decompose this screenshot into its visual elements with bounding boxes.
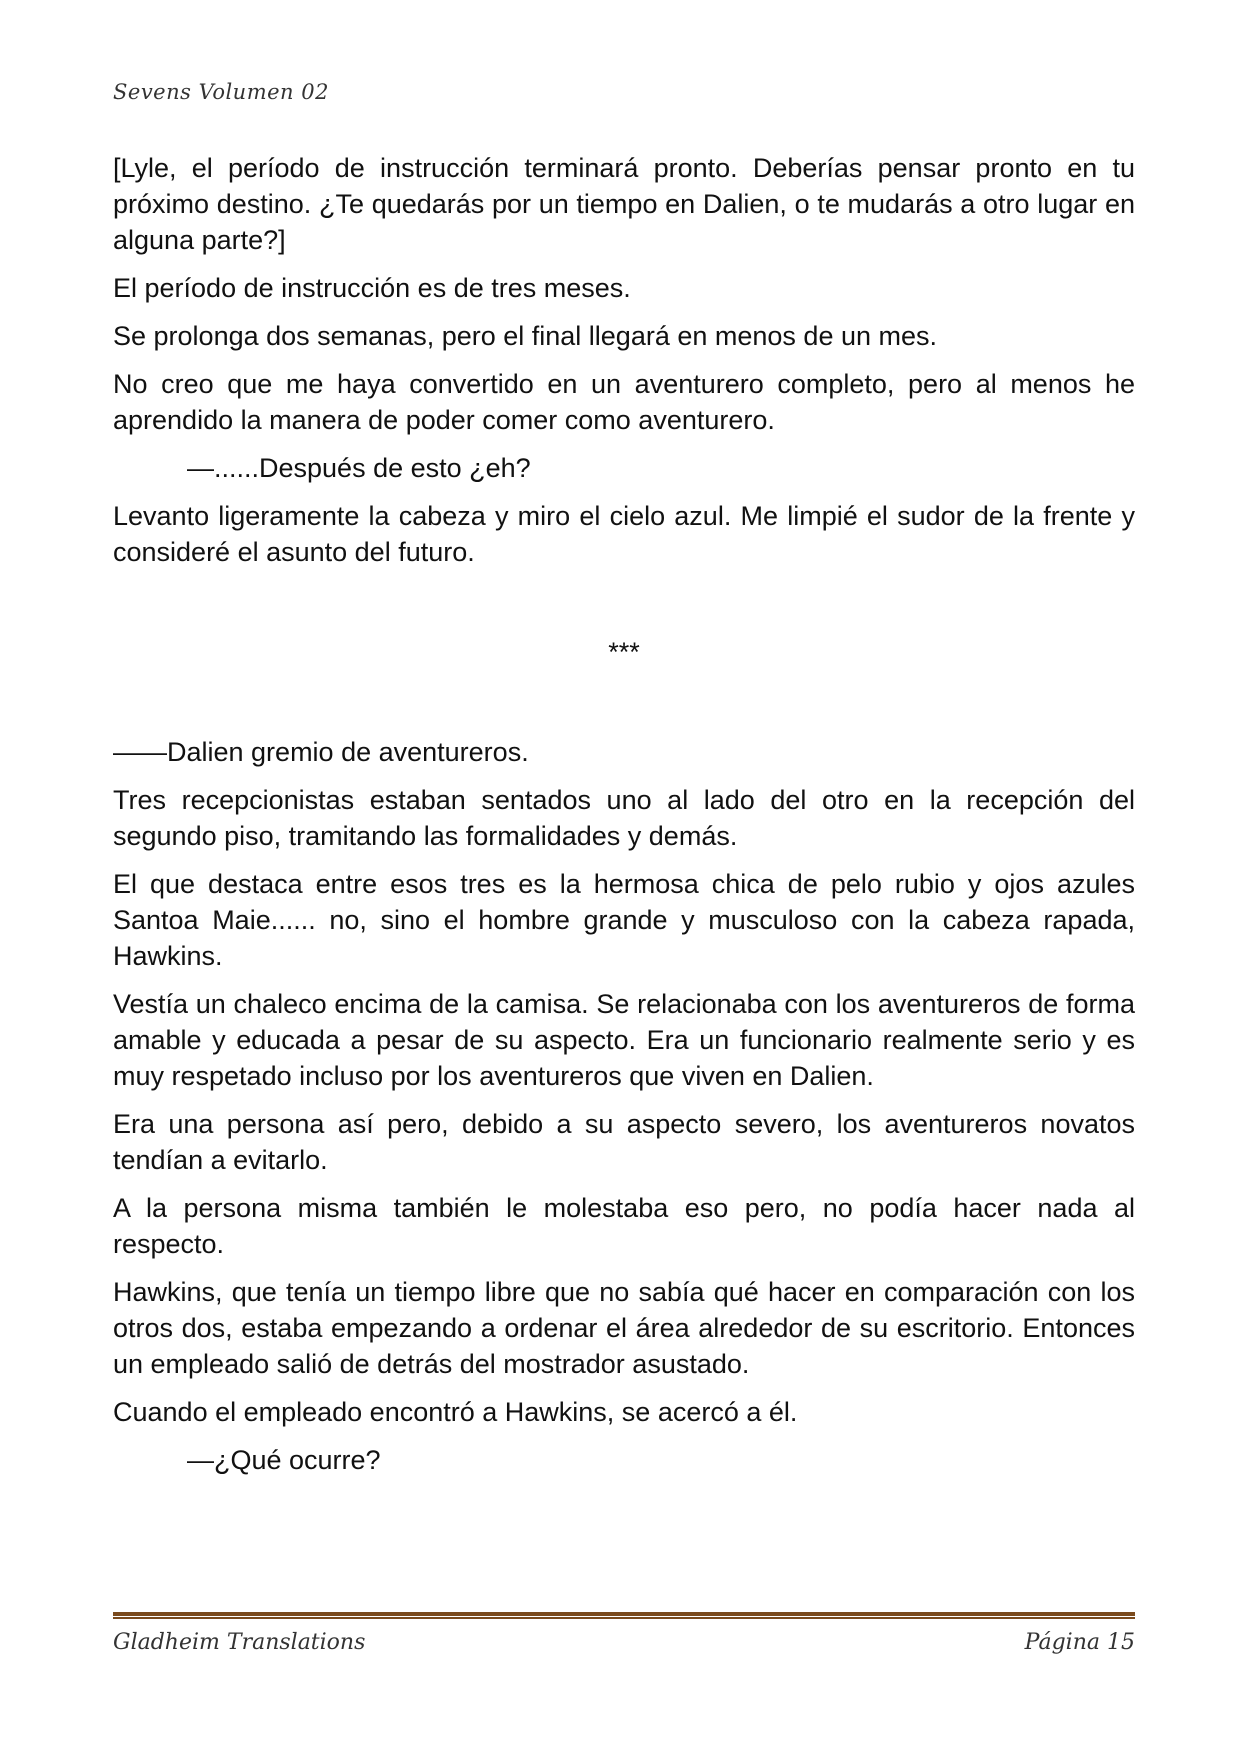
dialogue-line-1: —......Después de esto ¿eh? [187,453,531,483]
paragraph-4: No creo que me haya convertido en un aventurero completo, pero al menos he aprendido la manera de poder comer como aventurero. [113,369,1135,435]
footer-page-number: Página 15 [1024,1630,1135,1655]
paragraph-11: Hawkins, que tenía un tiempo libre que no sabía qué hacer en comparación con los otros dos, estaba empezando a ordenar el área alrededor de su escritorio. Entonces un empleado salió de detrás del mostrador asustado. [113,1277,1135,1379]
page-header-title: Sevens Volumen 02 [113,80,329,104]
paragraph-10: A la persona misma también le molestaba eso pero, no podía hacer nada al respecto. [113,1193,1135,1259]
scene-break: *** [608,637,640,667]
paragraph-12: Cuando el empleado encontró a Hawkins, se acercó a él. [113,1397,798,1427]
paragraph-6: Tres recepcionistas estaban sentados uno al lado del otro en la recepción del segundo piso, tramitando las formalidades y demás. [113,785,1135,851]
footer-divider-thin [113,1617,1135,1619]
dialogue-line-2: —¿Qué ocurre? [187,1445,381,1475]
footer-translator: Gladheim Translations [113,1630,366,1655]
paragraph-7: El que destaca entre esos tres es la hermosa chica de pelo rubio y ojos azules Santoa Maie...... no, sino el hombre grande y musculoso con la cabeza rapada, Hawkins. [113,869,1135,971]
paragraph-1: [Lyle, el período de instrucción terminará pronto. Deberías pensar pronto en tu próximo destino. ¿Te quedarás por un tiempo en Dalien, o te mudarás a otro lugar en alguna parte?] [113,153,1135,255]
section-heading: ——Dalien gremio de aventureros. [113,737,529,767]
paragraph-3: Se prolonga dos semanas, pero el final llegará en menos de un mes. [113,321,938,351]
paragraph-9: Era una persona así pero, debido a su aspecto severo, los aventureros novatos tendían a evitarlo. [113,1109,1135,1175]
document-body [113,150,1135,1478]
paragraph-8: Vestía un chaleco encima de la camisa. Se relacionaba con los aventureros de forma amable y educada a pesar de su aspecto. Era un funcionario realmente serio y es muy respetado incluso por los aventureros que viven en Dalien. [113,989,1135,1091]
paragraph-5: Levanto ligeramente la cabeza y miro el cielo azul. Me limpié el sudor de la frente y consideré el asunto del futuro. [113,501,1135,567]
paragraph-2: El período de instrucción es de tres meses. [113,273,631,303]
footer-divider [113,1612,1135,1620]
